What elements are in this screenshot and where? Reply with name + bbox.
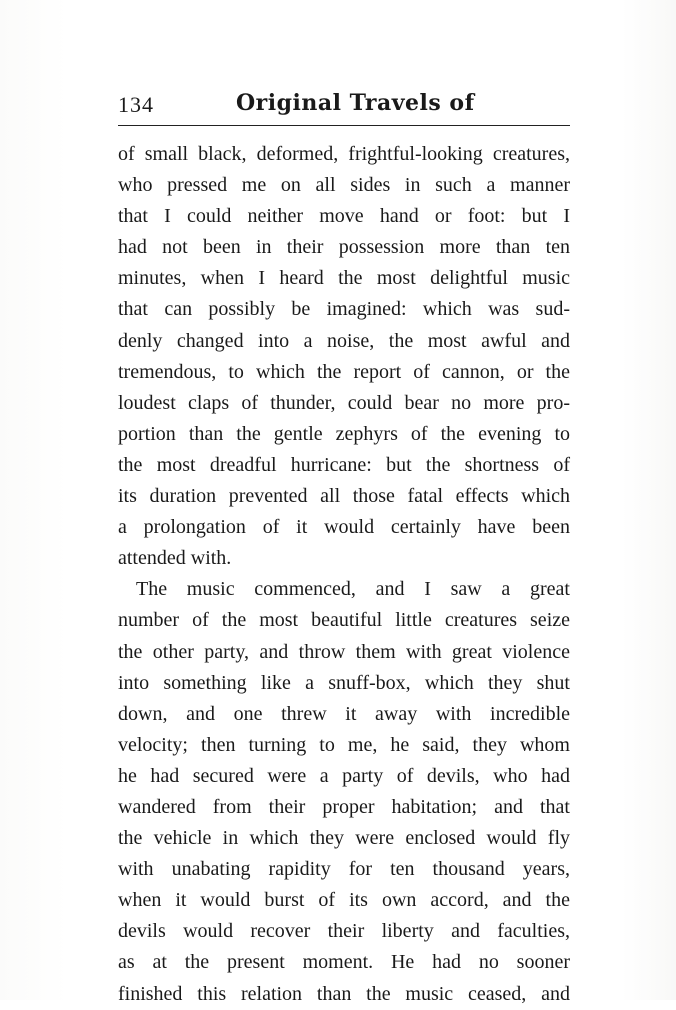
text-line: that can possibly be imagined: which was sud- (118, 298, 570, 321)
text-line: as at the present moment. He had no sooner (118, 951, 570, 974)
text-line: that I could neither move hand or foot: but I (118, 205, 570, 228)
paragraph-start-line: The music commenced, and I saw a great (136, 578, 570, 601)
body-text (118, 139, 570, 1010)
text-line: the vehicle in which they were enclosed would fly (118, 827, 570, 850)
text-line: minutes, when I heard the most delightful music (118, 267, 570, 290)
text-line: when it would burst of its own accord, and the (118, 889, 570, 912)
text-line: velocity; then turning to me, he said, they whom (118, 733, 570, 756)
running-title: Original Travels of (236, 90, 475, 116)
text-line: the other party, and throw them with great violence (118, 640, 570, 663)
text-line: finished this relation than the music ceased, and (118, 982, 570, 1005)
text-line: devils would recover their liberty and faculties, (118, 920, 570, 943)
text-line: its duration prevented all those fatal effects which (118, 485, 570, 508)
header-rule (118, 125, 570, 126)
text-line: he had secured were a party of devils, who had (118, 764, 570, 787)
text-line: who pressed me on all sides in such a manner (118, 174, 570, 197)
text-line: into something like a snuff-box, which they shut (118, 671, 570, 694)
text-line: denly changed into a noise, the most awful and (118, 329, 570, 352)
text-line: a prolongation of it would certainly have been (118, 516, 570, 539)
text-line: the most dreadful hurricane: but the shortness of (118, 453, 570, 476)
paragraph-end-line: attended with. (118, 547, 232, 570)
page-header (118, 90, 570, 124)
text-line: wandered from their proper habitation; and that (118, 795, 570, 818)
text-line: with unabating rapidity for ten thousand years, (118, 858, 570, 881)
text-line: had not been in their possession more than ten (118, 236, 570, 259)
text-line: tremendous, to which the report of cannon, or the (118, 360, 570, 383)
text-line: portion than the gentle zephyrs of the evening to (118, 422, 570, 445)
text-line: number of the most beautiful little creatures seize (118, 609, 570, 632)
text-line: of small black, deformed, frightful-looking creatures, (118, 143, 570, 165)
page-number: 134 (118, 92, 154, 117)
text-line: down, and one threw it away with incredible (118, 702, 570, 725)
text-line: loudest claps of thunder, could bear no more pro- (118, 391, 570, 414)
